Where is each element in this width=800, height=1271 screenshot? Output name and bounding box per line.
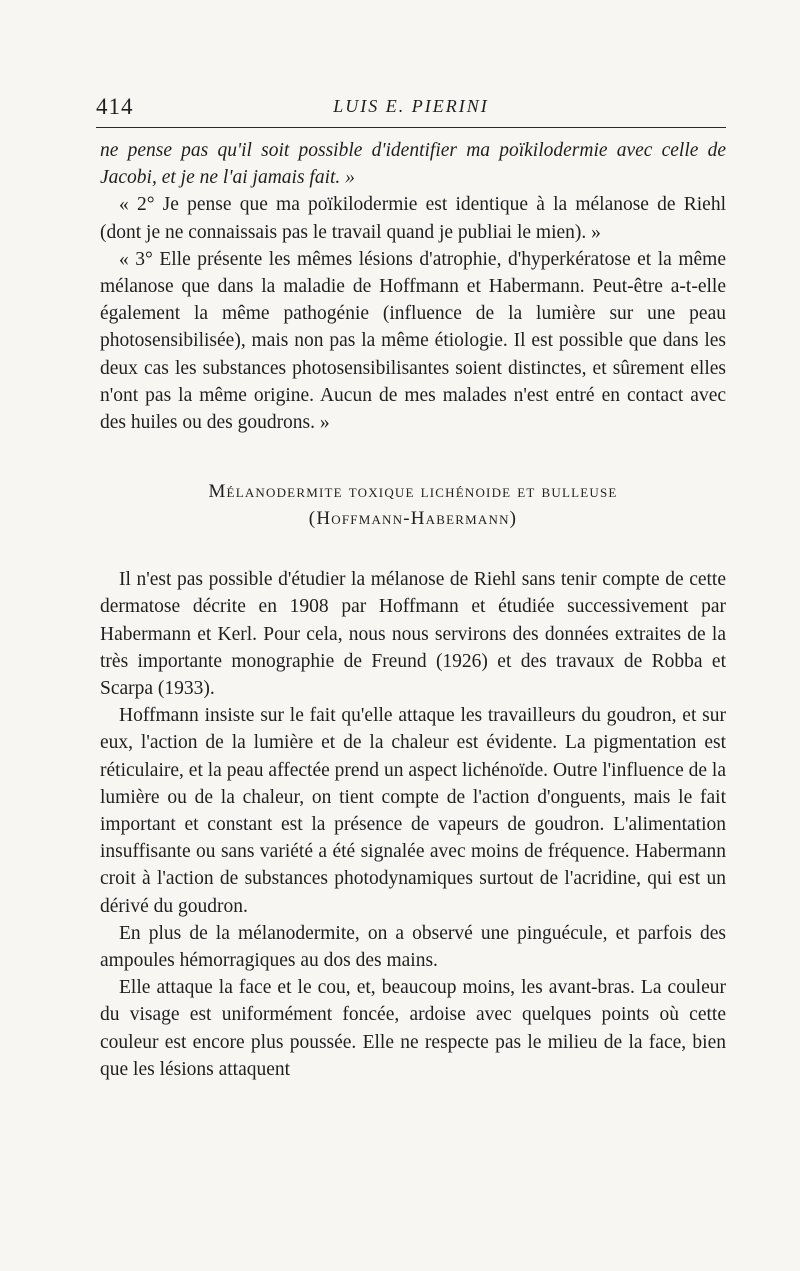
- paragraph-point-2: « 2° Je pense que ma poïkilodermie est identique à la mélanose de Riehl (dont je ne connaissais pas le travail quand je publiai le mien). »: [100, 194, 726, 243]
- paragraph-localisation: Elle attaque la face et le cou, et, beaucoup moins, les avant-bras. La couleur du visage est uniformément foncée, ardoise avec quelques points où cette couleur est encore plus poussée. Elle ne respecte pas le milieu de la face, bien que les lésions attaquent: [100, 977, 726, 1080]
- running-head: [96, 90, 726, 124]
- paragraph-intro: Il n'est pas possible d'étudier la mélanose de Riehl sans tenir compte de cette dermatose décrite en 1908 par Hoffmann et étudiée successivement par Habermann et Kerl. Pour cela, nous nous servirons des données extraites de la très importante monographie de Freund (1926) et des travaux de Robba et Scarpa (1933).: [100, 569, 726, 700]
- section-title-line1: Mélanodermite toxique lichénoide et bulleuse: [208, 481, 618, 503]
- paragraph-hoffmann: Hoffmann insiste sur le fait qu'elle attaque les travailleurs du goudron, et sur eux, l'action de la lumière et de la chaleur est évidente. La pigmentation est réticulaire, et la peau affectée prend un aspect lichénoïde. Outre l'influence de la lumière ou de la chaleur, on tient compte de l'action d'onguents, mais le fait important et constant est la présence de vapeurs de goudron. L'alimentation insuffisante ou sans variété a été signalée avec moins de fréquence. Habermann croit à l'action de substances photodynamiques surtout de l'acridine, qui est un dérivé du goudron.: [100, 705, 726, 917]
- section-title-line2: (Hoffmann-Habermann): [308, 508, 518, 530]
- page-number: 414: [96, 94, 134, 119]
- header-rule: [96, 127, 726, 128]
- running-title: LUIS E. PIERINI: [333, 96, 489, 116]
- paragraph-quote-end: ne pense pas qu'il soit possible d'identifier ma poïkilodermie avec celle de Jacobi, et je ne l'ai jamais fait. »: [100, 140, 726, 189]
- paragraph-point-3: « 3° Elle présente les mêmes lésions d'atrophie, d'hyperkératose et la même mélanose que dans la maladie de Hoffmann et Habermann. Peut-être a-t-elle également la même pathogénie (influence de la lumière sur une peau photosensibilisée), mais non pas la même étiologie. Il est possible que dans les deux cas les substances photosensibilisantes soient distinctes, et sûrement elles n'ont pas la même origine. Aucun de mes malades n'est entré en contact avec des huiles ou des goudrons. »: [100, 248, 726, 434]
- body-text: [100, 137, 726, 1083]
- paragraph-pinguecule: En plus de la mélanodermite, on a observé une pinguécule, et parfois des ampoules hémorragiques au dos des mains.: [100, 922, 726, 972]
- section-title: [100, 478, 726, 532]
